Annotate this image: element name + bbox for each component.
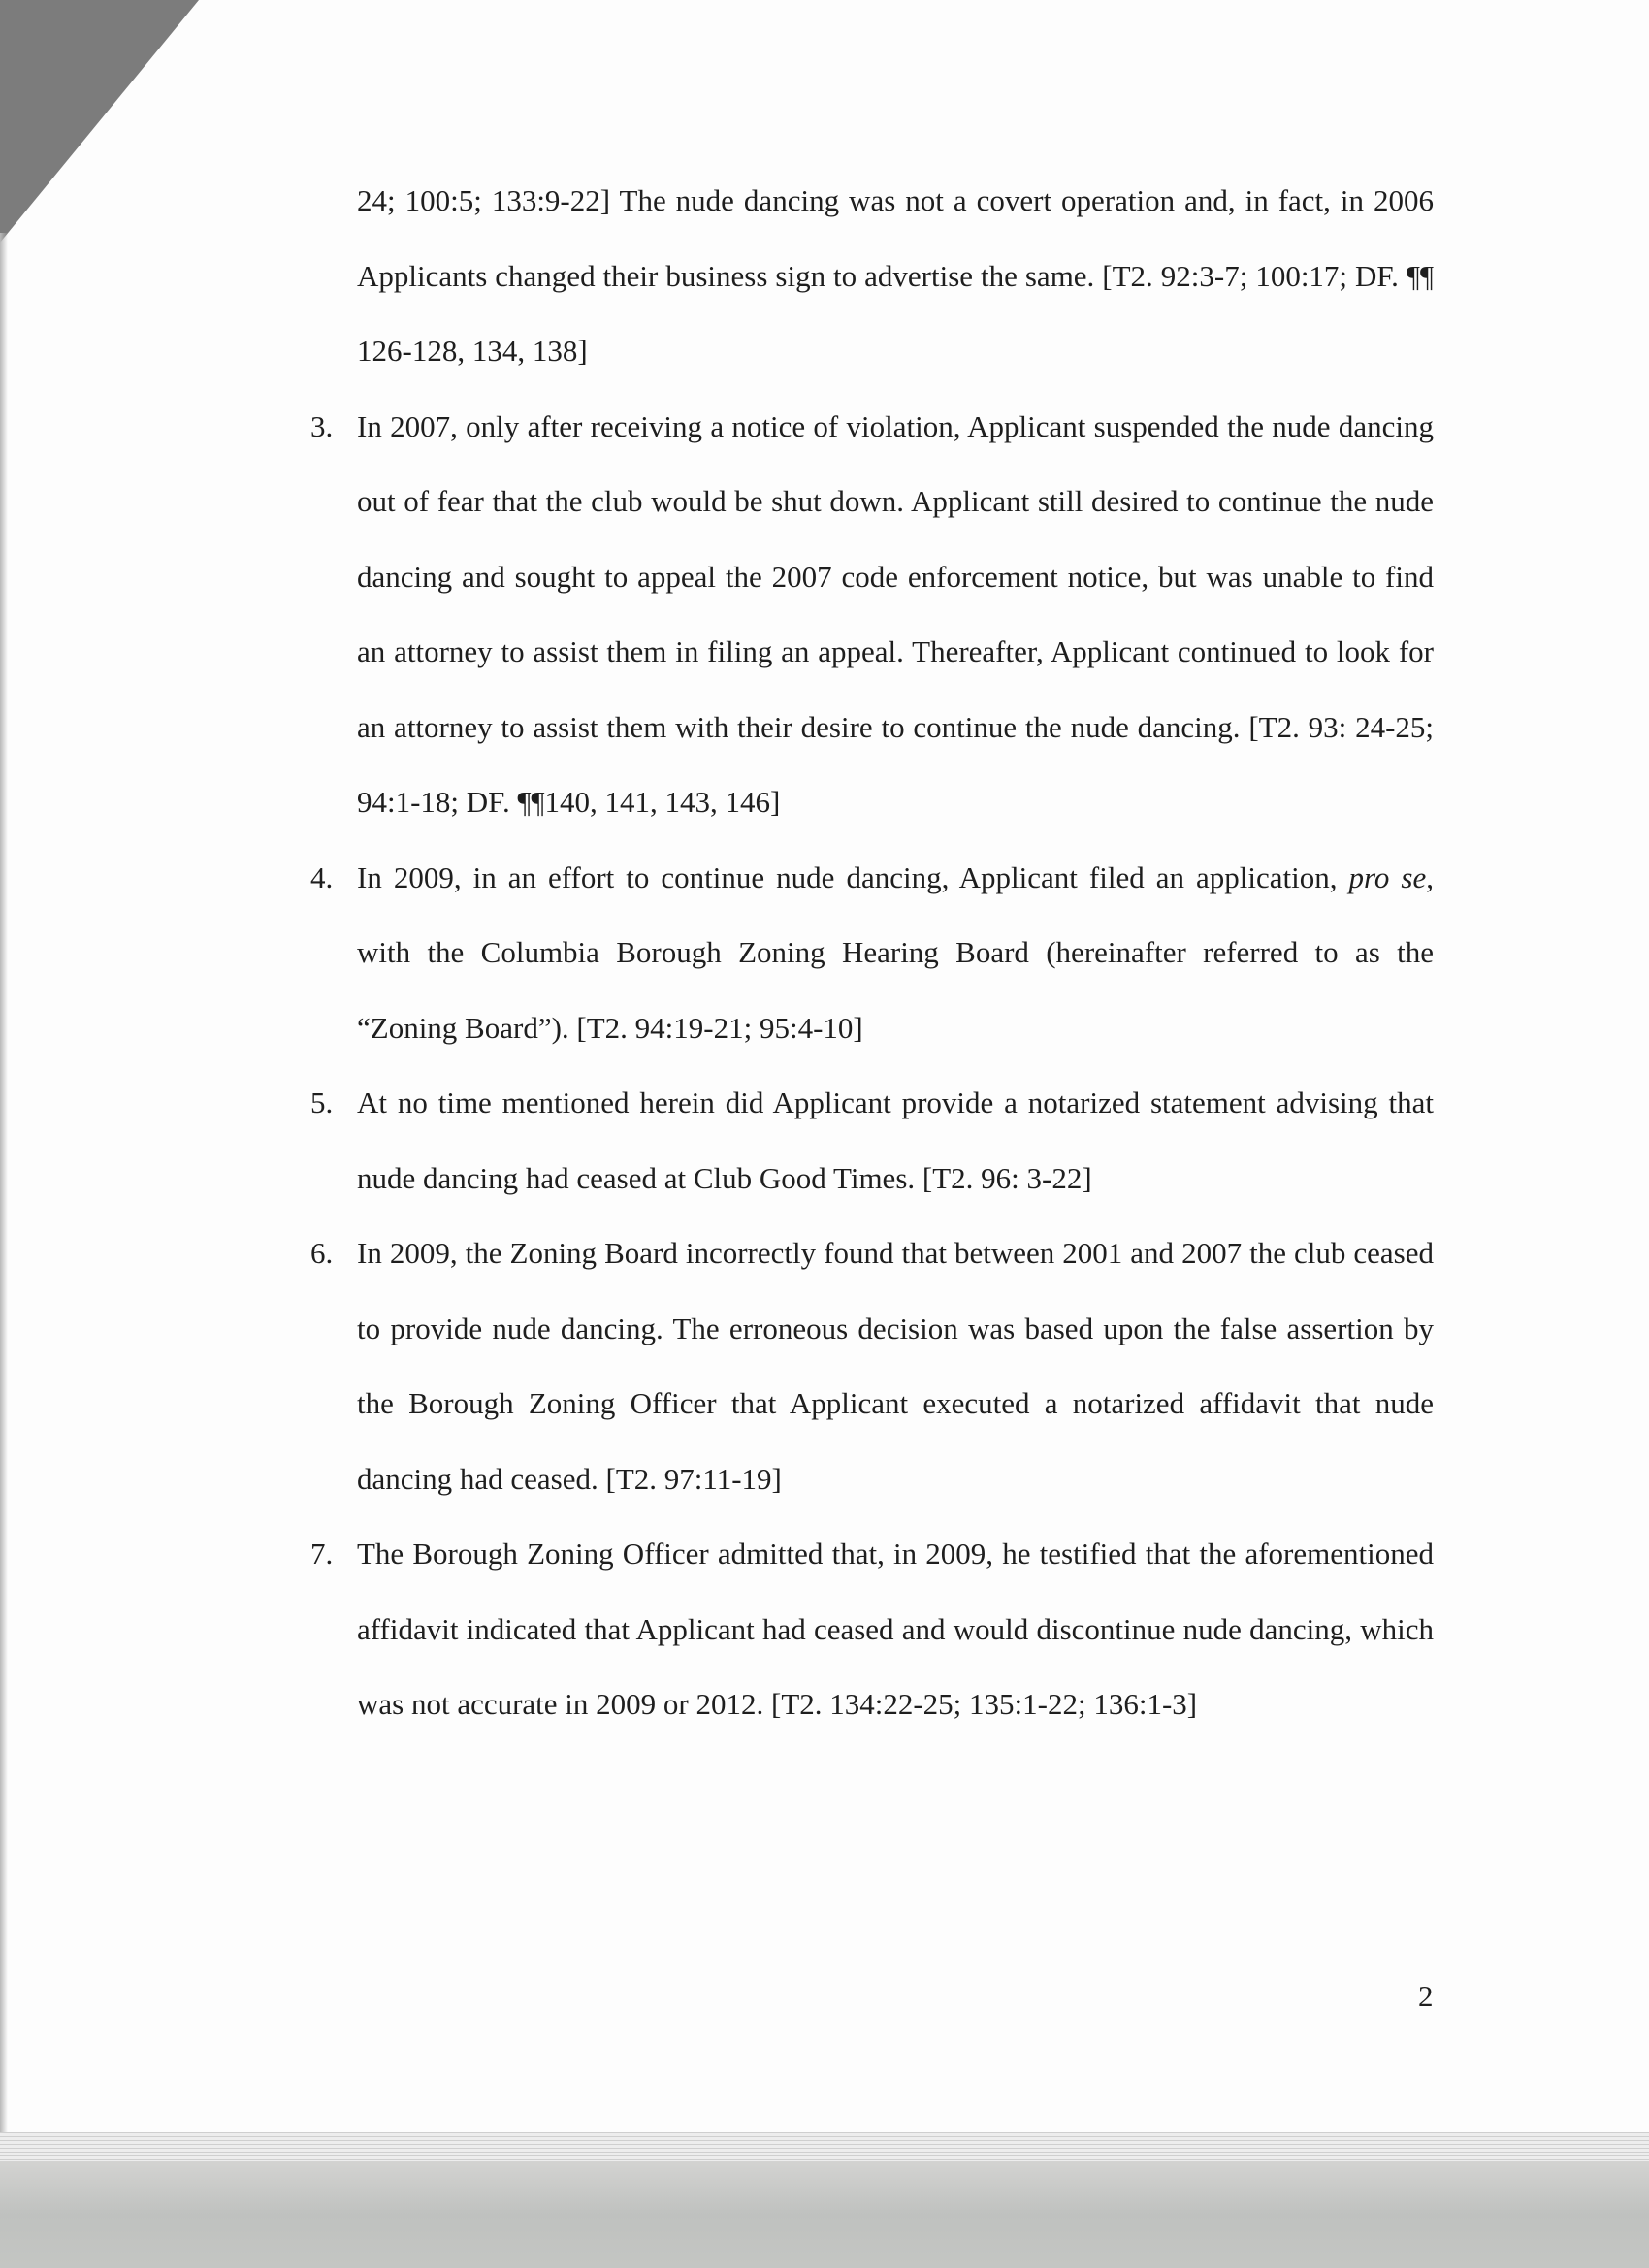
list-item-6	[308, 1215, 1434, 1516]
item-text-italic: pro se	[1348, 859, 1427, 894]
item-text: In 2009, in an effort to continue nude dancing, Applicant filed an application,	[357, 859, 1349, 894]
list-item-7	[308, 1516, 1434, 1742]
document-body	[308, 163, 1434, 1742]
item-number: 3.	[310, 408, 334, 443]
page-number: 2	[1418, 1979, 1434, 2013]
item-number: 5.	[310, 1085, 334, 1119]
item-number: 6.	[310, 1236, 334, 1270]
page-edge-shadow	[0, 233, 8, 2134]
item-text: In 2007, only after receiving a notice of violation, Applicant suspended the nude dancing out of fear that the club would be shut down. Applicant still desired to continue the nude dancing and sought to appeal the 2007 code enforcement notice, but was unable to find an attorney to assist them in filing an appeal. Thereafter, Applicant continued to look for an attorney to assist them with their desire to continue the nude dancing. [T2. 93: 24-25; 94:1-18; DF. ¶¶140, 141, 143, 146]	[357, 408, 1434, 819]
item-number: 4.	[310, 859, 334, 894]
scanner-background	[0, 2161, 1649, 2268]
stacked-page-edges	[0, 2132, 1649, 2161]
item-text: The Borough Zoning Officer admitted that, in 2009, he testified that the aforementioned affidavit indicated that Applicant had ceased and would discontinue nude dancing, which was not accurate in 2009 or 2012. [T2. 134:22-25; 135:1-22; 136:1-3]	[357, 1537, 1434, 1721]
list-item-5	[308, 1065, 1434, 1215]
list-item-3	[308, 389, 1434, 840]
continued-paragraph: 24; 100:5; 133:9-22] The nude dancing was not a covert operation and, in fact, in 2006 Applicants changed their business sign to advertise the same. [T2. 92:3-7; 100:17; DF. ¶¶ 126-128, 134, 138]	[357, 183, 1434, 368]
list-item-4	[308, 840, 1434, 1066]
folded-corner	[0, 0, 199, 243]
item-text: At no time mentioned herein did Applicant provide a notarized statement advising that nude dancing had ceased at Club Good Times. [T2. 96: 3-22]	[357, 1085, 1434, 1195]
item-text: , with the Columbia Borough Zoning Hearing Board (hereinafter referred to as the “Zoning Board”). [T2. 94:19-21; 95:4-10]	[357, 859, 1434, 1045]
item-number: 7.	[310, 1537, 334, 1571]
item-text: In 2009, the Zoning Board incorrectly found that between 2001 and 2007 the club ceased to provide nude dancing. The erroneous decision was based upon the false assertion by the Borough Zoning Officer that Applicant executed a notarized affidavit that nude dancing had ceased. [T2. 97:11-19]	[357, 1236, 1434, 1496]
